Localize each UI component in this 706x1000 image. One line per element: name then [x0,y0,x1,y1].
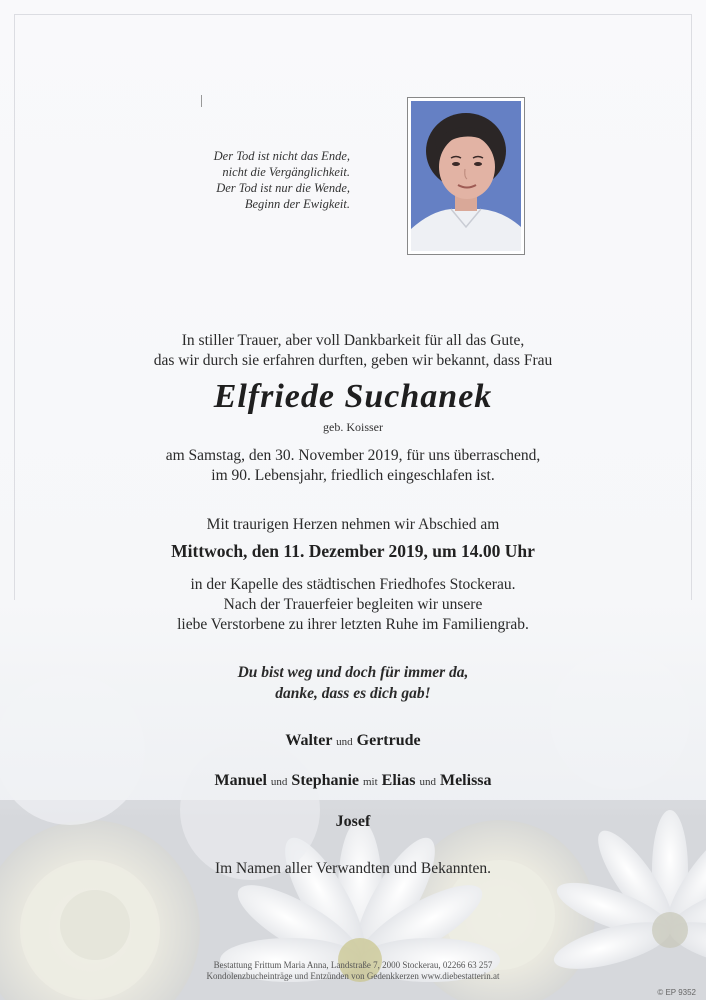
place-line: liebe Verstorbene zu ihrer letzten Ruhe im Familiengrab. [177,616,529,633]
connector-word: und [336,736,353,748]
connector-word: und [270,776,288,788]
death-line: am Samstag, den 30. November 2019, für uns überraschend, [165,447,541,464]
quote-line: Beginn der Ewigkeit. [244,197,350,211]
connector-word: mit [363,776,378,788]
family-line-2 [0,772,706,790]
intro-line: das wir durch sie erfahren durften, geben wir bekannt, dass Frau [153,352,553,369]
footer-line: Bestattung Frittum Maria Anna, Landstraße 7, 2000 Stockerau, 02266 63 257 [213,960,493,970]
funeral-home-footer [0,960,706,982]
announcement-intro [0,331,706,371]
portrait-photo [411,101,521,251]
family-member: Gertrude [356,732,421,749]
deceased-name: Elfriede Suchanek [213,378,493,415]
memorial-quote [150,148,350,212]
death-notice [0,446,706,486]
family-member: Walter [285,732,333,749]
quote-line: nicht die Vergänglichkeit. [222,165,350,179]
family-member: Manuel [214,772,267,789]
portrait-frame [407,97,525,255]
death-line: im 90. Lebensjahr, friedlich eingeschlafen ist. [211,467,495,484]
quote-line: Der Tod ist nur die Wende, [216,181,350,195]
document-code: © EP 9352 [657,988,696,997]
family-member: Elias [381,772,416,789]
family-member: Melissa [439,772,492,789]
place-line: Nach der Trauerfeier begleiten wir unsere [223,596,483,613]
maiden-name: geb. Koisser [323,420,383,434]
memorial-motto [0,662,706,704]
funeral-place [0,575,706,635]
farewell-text: Mit traurigen Herzen nehmen wir Abschied am [206,516,500,533]
closing-text: Im Namen aller Verwandten und Bekannten. [214,860,492,877]
family-member: Stephanie [291,772,359,789]
footer-line: Kondolenzbucheinträge und Entzünden von Gedenkkerzen www.diebestatterin.at [206,971,500,981]
family-line-1 [0,732,706,750]
connector-word: und [419,776,436,788]
family-member: Josef [335,813,371,830]
motto-line: danke, dass es dich gab! [275,685,431,702]
flower-background-image [0,600,706,1000]
intro-line: In stiller Trauer, aber voll Dankbarkeit für all das Gute, [181,332,525,349]
motto-line: Du bist weg und doch für immer da, [237,664,469,681]
portrait-image [411,101,521,251]
family-line-3 [0,813,706,831]
funeral-date: Mittwoch, den 11. Dezember 2019, um 14.00 Uhr [171,541,535,561]
mark-line [201,95,202,107]
place-line: in der Kapelle des städtischen Friedhofes Stockerau. [190,576,516,593]
quote-line: Der Tod ist nicht das Ende, [213,149,350,163]
